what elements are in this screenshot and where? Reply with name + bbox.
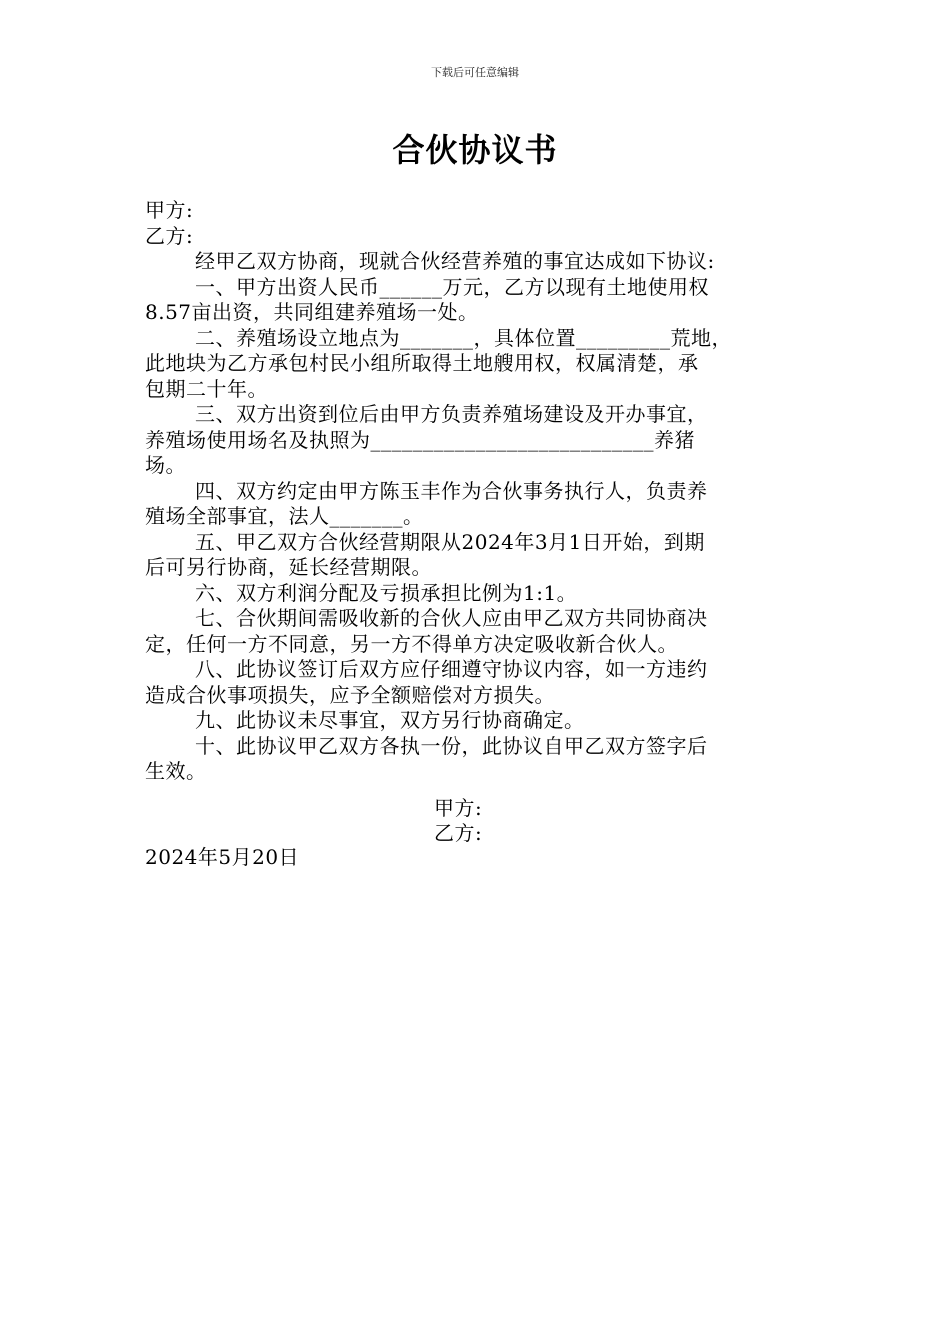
- clause-6: 六、双方利润分配及亏损承担比例为1:1。: [195, 580, 578, 605]
- clause-3-line-2: 养殖场使用场名及执照为___________________________养猪: [145, 427, 695, 452]
- clause-2-line-1: 二、养殖场设立地点为_______，具体位置_________荒地，: [195, 325, 732, 350]
- party-a-line: 甲方:: [145, 198, 194, 222]
- clause-9: 九、此协议未尽事宜，双方另行协商确定。: [195, 708, 585, 732]
- document-title: 合伙协议书: [392, 131, 558, 169]
- clause-7-line-1: 七、合伙期间需吸收新的合伙人应由甲乙双方共同协商决: [195, 606, 708, 630]
- header-note: 下载后可任意编辑: [431, 66, 519, 79]
- clause-8-line-1: 八、此协议签订后双方应仔细遵守协议内容，如一方违约: [195, 657, 708, 681]
- clause-8-line-2: 造成合伙事项损失，应予全额赔偿对方损失。: [145, 682, 555, 707]
- clause-1-line-2: 8.57亩出资，共同组建养殖场一处。: [145, 300, 479, 324]
- agreement-body: [145, 198, 807, 785]
- clause-7-line-2: 定，任何一方不同意，另一方不得单方决定吸收新合伙人。: [145, 631, 678, 656]
- clause-2-line-3: 包期二十年。: [145, 376, 268, 401]
- clause-4-line-1: 四、双方约定由甲方陈玉丰作为合伙事务执行人，负责养: [195, 478, 708, 503]
- clause-10-line-1: 十、此协议甲乙双方各执一份，此协议自甲乙双方签字后: [195, 733, 708, 758]
- clause-5-line-1: 五、甲乙双方合伙经营期限从2024年3月1日开始，到期: [195, 529, 705, 554]
- clause-5-line-2: 后可另行协商，延长经营期限。: [145, 555, 432, 579]
- party-b-line: 乙方:: [145, 223, 194, 248]
- signature-party-a: 甲方:: [434, 796, 483, 820]
- clause-2-line-2: 此地块为乙方承包村民小组所取得土地艘用权，权属清楚，承: [145, 351, 699, 375]
- signature-party-b: 乙方:: [434, 821, 483, 845]
- clause-3-line-1: 三、双方出资到位后由甲方负责养殖场建设及开办事宜，: [195, 402, 708, 426]
- clause-1-line-1: 一、甲方出资人民币______万元，乙方以现有土地使用权: [195, 274, 709, 299]
- clause-10-line-2: 生效。: [145, 759, 207, 783]
- clause-4-line-2: 殖场全部事宜，法人_______。: [145, 504, 424, 528]
- preamble: 经甲乙双方协商，现就合伙经营养殖的事宜达成如下协议:: [195, 249, 715, 273]
- clause-3-line-3: 场。: [145, 453, 186, 477]
- signing-date: 2024年5月20日: [145, 845, 300, 869]
